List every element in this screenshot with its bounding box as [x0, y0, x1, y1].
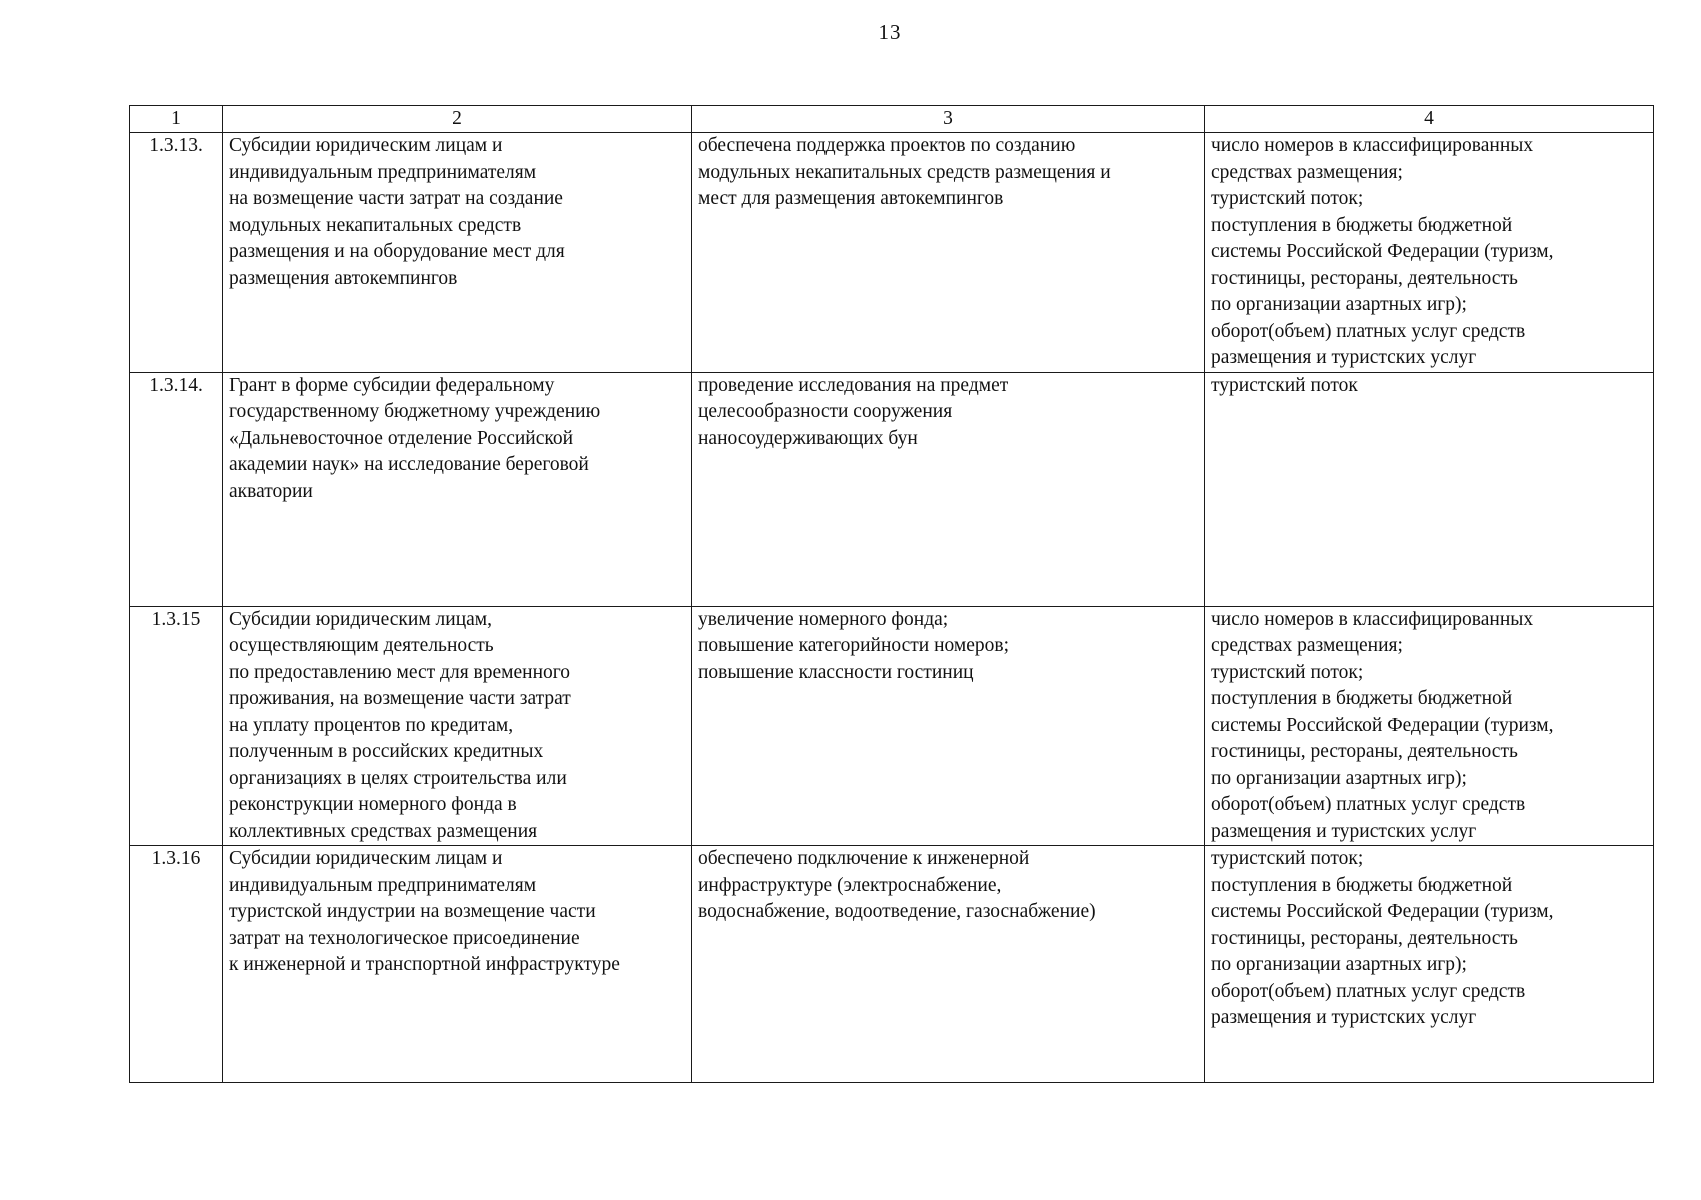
measure-cell: Субсидии юридическим лицам и индивидуальным предпринимателям на возмещение части затрат на создание модульных некапитальных средств размещения и на оборудование мест для размещения автокемпингов: [223, 133, 692, 373]
indicators-cell: число номеров в классифицированных средствах размещения; туристский поток; поступления в бюджеты бюджетной системы Российской Федерации (туризм, гостиницы, рестораны, деятельность по организации азартных игр); оборот(объем) платных услуг средств размещения и туристских услуг: [1205, 133, 1654, 373]
table-row: [130, 846, 1654, 1083]
row-number: 1.3.14.: [130, 372, 223, 606]
row-number: 1.3.13.: [130, 133, 223, 373]
result-cell: увеличение номерного фонда; повышение категорийности номеров; повышение классности гостиниц: [692, 606, 1205, 846]
result-cell: обеспечено подключение к инженерной инфраструктуре (электроснабжение, водоснабжение, водоотведение, газоснабжение): [692, 846, 1205, 1083]
column-header-3: 3: [692, 106, 1205, 133]
measure-cell: Субсидии юридическим лицам и индивидуальным предпринимателям туристской индустрии на возмещение части затрат на технологическое присоединение к инженерной и транспортной инфраструктуре: [223, 846, 692, 1083]
measure-cell: Грант в форме субсидии федеральному государственному бюджетному учреждению «Дальневосточное отделение Российской академии наук» на исследование береговой акватории: [223, 372, 692, 606]
indicators-cell: число номеров в классифицированных средствах размещения; туристский поток; поступления в бюджеты бюджетной системы Российской Федерации (туризм, гостиницы, рестораны, деятельность по организации азартных игр); оборот(объем) платных услуг средств размещения и туристских услуг: [1205, 606, 1654, 846]
table-row: [130, 133, 1654, 373]
measure-cell: Субсидии юридическим лицам, осуществляющим деятельность по предоставлению мест для временного проживания, на возмещение части затрат на уплату процентов по кредитам, полученным в российских кредитных организациях в целях строительства или реконструкции номерного фонда в коллективных средствах размещения: [223, 606, 692, 846]
indicators-cell: туристский поток: [1205, 372, 1654, 606]
table-row: [130, 606, 1654, 846]
row-number: 1.3.16: [130, 846, 223, 1083]
result-cell: обеспечена поддержка проектов по созданию модульных некапитальных средств размещения и мест для размещения автокемпингов: [692, 133, 1205, 373]
table-row: [130, 372, 1654, 606]
column-header-2: 2: [223, 106, 692, 133]
measures-table: [129, 105, 1654, 1083]
column-header-1: 1: [130, 106, 223, 133]
indicators-cell: туристский поток; поступления в бюджеты бюджетной системы Российской Федерации (туризм, гостиницы, рестораны, деятельность по организации азартных игр); оборот(объем) платных услуг средств размещения и туристских услуг: [1205, 846, 1654, 1083]
result-cell: проведение исследования на предмет целесообразности сооружения наносоудерживающих бун: [692, 372, 1205, 606]
column-header-4: 4: [1205, 106, 1654, 133]
table-header-row: [130, 106, 1654, 133]
page-number: 13: [878, 20, 902, 44]
row-number: 1.3.15: [130, 606, 223, 846]
